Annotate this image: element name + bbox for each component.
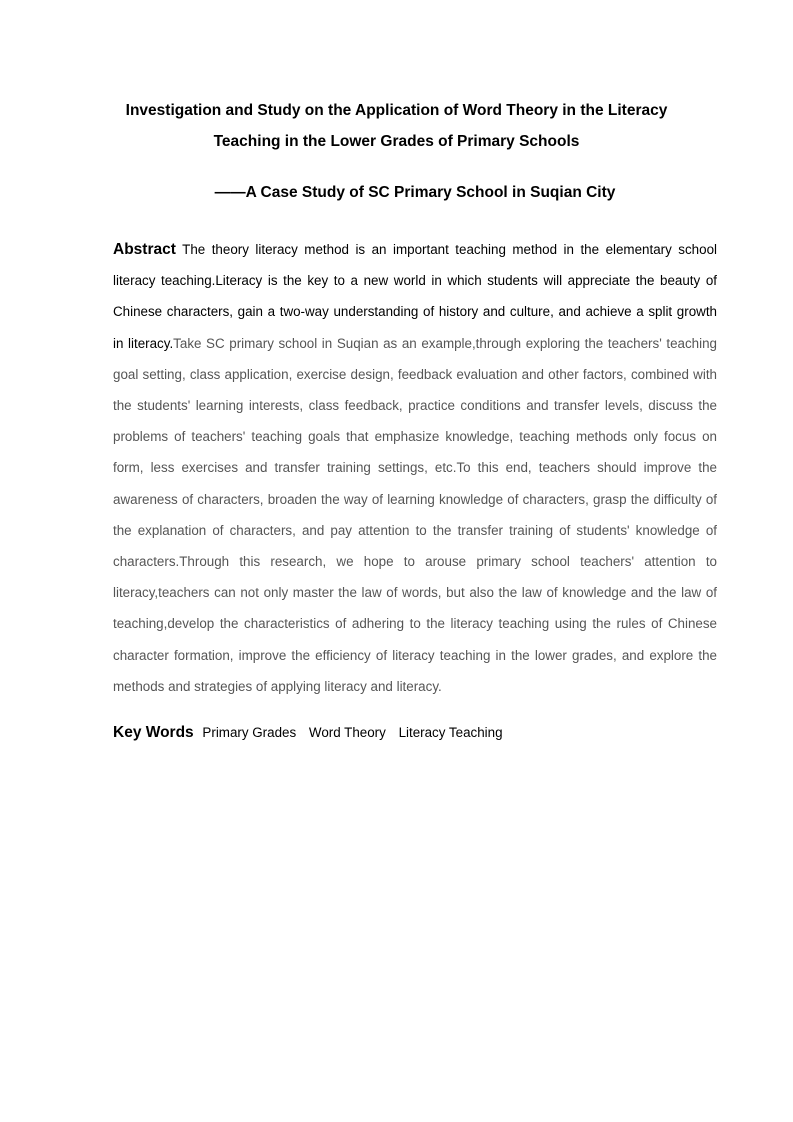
keywords-line (113, 724, 717, 742)
keyword-item: Primary Grades (202, 725, 297, 740)
paper-subtitle: ——A Case Study of SC Primary School in Suqian City (214, 184, 616, 201)
abstract-text-part2: Take SC primary school in Suqian as an example,through exploring the teachers' teaching goal setting, class application, exercise design, feedback evaluation and other factors, combined with the students' learning interests, class feedback, practice conditions and transfer levels, discuss the problems of teachers' teaching goals that emphasize knowledge, teaching methods only focus on form, less exercises and transfer training settings, etc.To this end, teachers should improve the awareness of characters, broaden the way of learning knowledge of characters, grasp the difficulty of the explanation of characters, and pay attention to the transfer training of students' knowledge of characters.Through this research, we hope to arouse primary school teachers' attention to literacy,teachers can not only master the law of words, but also the law of knowledge and the law of teaching,develop the characteristics of adhering to the literacy teaching using the rules of Chinese character formation, improve the efficiency of literacy teaching in the lower grades, and explore the methods and strategies of applying literacy and literacy. (113, 335, 717, 694)
abstract-label: Abstract (113, 241, 176, 258)
abstract-text-part1: The theory literacy method is an important teaching method in the elementary school literacy teaching.Literacy is the key to a new world in which students will appreciate the beauty of Chinese characters, gain a two-way understanding of history and culture, and achieve a split growth in literacy. (113, 242, 717, 351)
abstract-paragraph (113, 234, 717, 702)
keywords-label: Key Words (113, 724, 194, 741)
keyword-item: Word Theory (308, 725, 386, 740)
keyword-item: Literacy Teaching (398, 725, 503, 740)
paper-title: Investigation and Study on the Application of Word Theory in the Literacy Teaching in the Lower Grades of Primary Schools (125, 102, 668, 150)
